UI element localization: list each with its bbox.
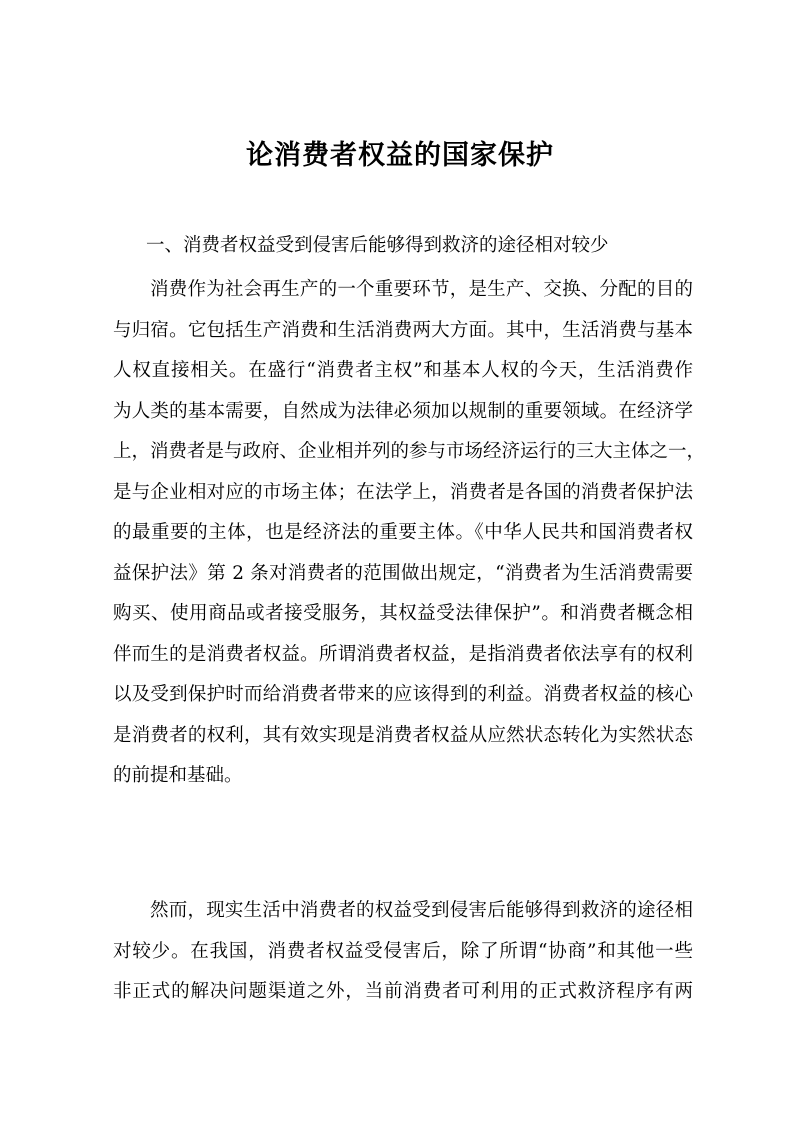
paragraph-line: 购买、使用商品或者接受服务，其权益受法律保护”。和消费者概念相 (113, 603, 693, 624)
document-title: 论消费者权益的国家保护 (246, 140, 554, 171)
paragraph-line: 益保护法》第 2 条对消费者的范围做出规定，“消费者为生活消费需要 (113, 562, 693, 584)
paragraph-line: 为人类的基本需要，自然成为法律必须加以规制的重要领域。在经济学 (113, 400, 693, 422)
paragraph-line: 以及受到保护时而给消费者带来的应该得到的利益。消费者权益的核心 (113, 684, 693, 705)
paragraph-1 (113, 270, 706, 797)
paragraph-line: 的前提和基础。 (113, 765, 243, 786)
paragraph-line: 消费作为社会再生产的一个重要环节，是生产、交换、分配的目的 (150, 279, 693, 300)
paragraph-line: 的最重要的主体，也是经济法的重要主体。《中华人民共和国消费者权 (113, 522, 693, 543)
paragraph-line: 人权直接相关。在盛行“消费者主权”和基本人权的今天，生活消费作 (113, 360, 693, 381)
section-heading: 一、消费者权益受到侵害后能够得到救济的途径相对较少 (146, 235, 609, 256)
paragraph-line: 是消费者的权利，其有效实现是消费者权益从应然状态转化为实然状态 (113, 724, 693, 746)
paragraph-line: 非正式的解决问题渠道之外，当前消费者可利用的正式救济程序有两 (113, 981, 693, 1002)
paragraph-2 (113, 891, 693, 1013)
paragraph-line: 是与企业相对应的市场主体；在法学上，消费者是各国的消费者保护法 (113, 481, 693, 503)
paragraph-line: 上，消费者是与政府、企业相并列的参与市场经济运行的三大主体之一， (113, 441, 706, 462)
paragraph-line: 伴而生的是消费者权益。所谓消费者权益，是指消费者依法享有的权利 (113, 643, 693, 665)
paragraph-line: 与归宿。它包括生产消费和生活消费两大方面。其中，生活消费与基本 (113, 319, 693, 341)
paragraph-line: 对较少。在我国，消费者权益受侵害后，除了所谓“协商”和其他一些 (113, 940, 693, 962)
paragraph-line: 然而，现实生活中消费者的权益受到侵害后能够得到救济的途径相 (150, 900, 693, 921)
